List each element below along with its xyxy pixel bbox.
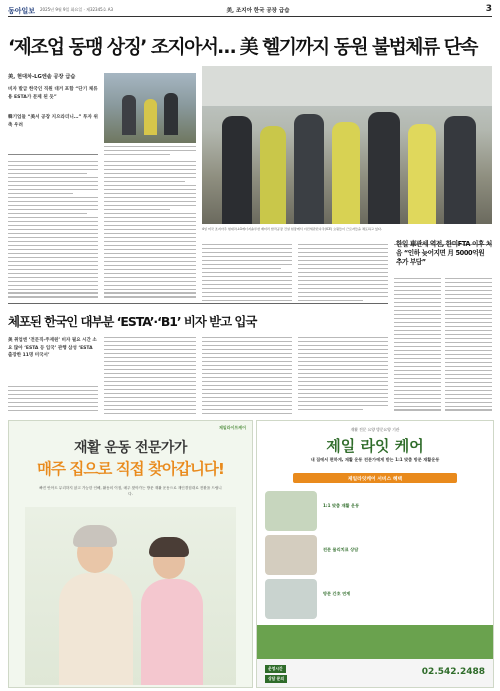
lead-inset-caption [104,146,196,160]
ad-left-title-2: 매주 집으로 직접 찾아갑니다! [37,460,224,478]
photo-figure [444,116,476,224]
lead-blurb-rule [8,154,98,155]
second-body-col2 [104,337,196,417]
ad-right-item: 1:1 맞춤 재활 운동 [323,503,360,508]
lead-body-col1 [8,161,98,301]
masthead-rule [8,16,492,17]
lead-body-col2 [104,161,196,301]
ad-right-subtitle: 내 집에서 편하게, 재활 운동 전문가에게 받는 1:1 맞춤 방문 재활운동 [310,457,440,462]
ad-right-photo [265,491,317,531]
lead-blurb: 비자 발급 한국인 직원 대거 포함 “단기 체류용 ESTA가 문제 된 듯” [8,87,98,100]
photo-figure [122,95,136,135]
second-body-col1 [8,386,98,416]
ad-right-green-band [257,625,493,659]
lead-body-col4 [298,244,388,304]
lead-subhead: 美, 현대차-LG엔솔 공장 급습 [8,74,76,80]
second-blurb: 美 취업엔 ‘전문직-주재원’ 비자 필요 시간 소요 많아 ‘ESTA 등 입국’ 관행 삼성 ‘ESTA 출장한 11명 미국서’ [8,338,97,359]
ad-right-photo [265,579,317,619]
photo-figure [164,93,178,135]
second-headline: 체포된 한국인 대부분 ‘ESTA’·‘B1’ 비자 받고 입국 [8,314,257,329]
ad-right-item: 방문 간호 연계 [323,591,351,596]
photo-figure [294,114,324,224]
ad-right [256,420,494,688]
ad-right-kicker: 재활 전문 요양 방문요양 기관 [350,427,400,432]
section-divider [8,303,388,304]
photo-figure [222,116,252,224]
photo-figure [368,112,400,224]
section-label: 美, 조지아 한국 공장 급습 [226,8,290,14]
ad-left-title: 재활 운동 전문가가 [74,440,187,456]
phone-number: 02.542.2488 [421,667,485,677]
photo-figure [408,124,436,224]
sidebar-body-col2 [445,278,492,414]
lead-blurb-2: 韓기업들 “美서 공장 지으라더니…” 투자 위축 우려 [8,115,98,128]
page-number: 3 [485,4,492,14]
ad-left-photo [25,507,236,685]
ad-right-title: 제일 라잇 케어 [326,437,424,455]
ad-left-brand: 제일라이프케어 [218,425,246,430]
person-hair [149,537,189,557]
person-body [59,573,133,685]
lead-headline: ‘제조업 동맹 상징’ 조지아서… 美 헬기까지 동원 불법체류 단속 [8,37,477,58]
second-body-col4 [298,337,388,417]
lead-photo-caption: 4일 미국 조지아주 현대차-LG에너지솔루션 배터리 합작공장 건설 현장에서 이민세관단속국(ICE) 요원들이 근로자들을 체포하고 있다. [202,227,382,231]
masthead [8,4,492,26]
person-hair [73,525,117,547]
ad-right-photo [265,535,317,575]
second-body-col3 [202,337,292,417]
lead-inset-photo [104,73,196,143]
person-body [141,579,203,685]
sidebar-body-col1 [394,278,441,414]
date-line: 2025년 9월 9일 화요일 · 제32345호 A3 [40,7,114,12]
footer-label: 운영시간 [265,665,286,673]
sidebar-headline: 한일 車관세 역전, 한미FTA 이후 처음 “인하 늦어지면 月 5000억원 추가 부담” [396,240,492,266]
photo-figure [332,122,360,224]
photo-building [202,66,492,106]
ad-right-benefits: 제일라잇케어 서비스 혜택 [347,476,403,482]
ad-right-item: 전문 물리치료 상담 [323,547,359,552]
lead-photo [202,66,492,224]
newspaper-logo: 동아일보 [8,6,36,15]
ad-left [8,420,253,688]
lead-body-col3 [202,244,292,304]
ad-left-desc: 빠진 안아도 무리하지 않고 가능한 인해, 활동의 이점, 매주 찾아가는 방문 재활 운동으로 재인경험대로 전환을 드립니다. [39,486,222,496]
footer-label: 상담 문의 [265,675,287,683]
photo-figure [260,126,286,224]
photo-figure [144,99,157,135]
